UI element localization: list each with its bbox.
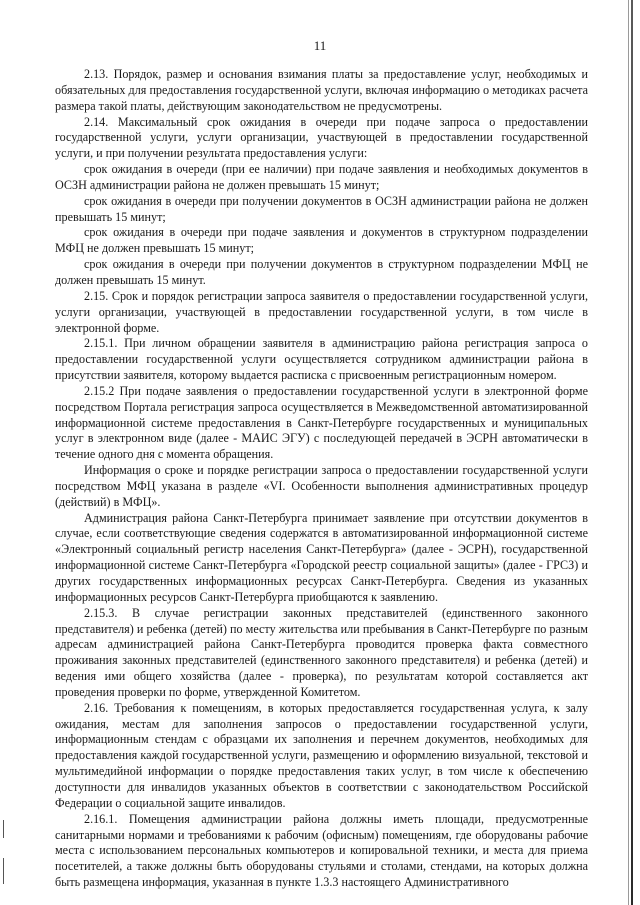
scan-mark bbox=[3, 820, 4, 838]
paragraph-mfc-registration-info: Информация о сроке и порядке регистрации запроса о предоставлении государственной услуги посредством МФЦ указана в разделе «VI. Особенности выполнения административных процедур (действий) в МФЦ». bbox=[55, 463, 588, 509]
scan-mark bbox=[3, 858, 4, 884]
paragraph-2-16-1: 2.16.1. Помещения администрации района должны иметь площади, предусмотренные санитарными нормами и требованиями к рабочим (офисным) помещениям, где оборудованы рабочие места с использованием персональных компьютеров и копировальной техники, и места для приема посетителей, а также должны быть оборудованы стульями и столами, стендами, на которых должна быть размещена информация, указанная в пункте 1.3.3 настоящего Административного bbox=[55, 811, 588, 890]
paragraph-wait-submit-mfc: срок ожидания в очереди при подаче заявления и документов в структурном подразделении МФЦ не должен превышать 15 минут; bbox=[55, 225, 588, 256]
paragraph-2-15-2: 2.15.2 При подаче заявления о предоставлении государственной услуги в электронной форме посредством Портала регистрация запроса осуществляется в Межведомственной автоматизированной информационной системе предоставления в Санкт-Петербурге государственных и муниципальных услуг в электронном виде (далее - МАИС ЭГУ) с последующей передачей в ЭСРН автоматически в течение одного дня с момента обращения. bbox=[55, 383, 588, 462]
paragraph-2-15-1: 2.15.1. При личном обращении заявителя в администрацию района регистрация запроса о предоставлении государственной услуги осуществляется сотрудником администрации района в присутствии заявителя, которому выдается расписка с присвоенным регистрационным номером. bbox=[55, 336, 588, 383]
paragraph-administration-accepts: Администрация района Санкт-Петербурга принимает заявление при отсутствии документов в случае, если соответствующие сведения содержатся в автоматизированной информационной системе «Электронный социальный регистр населения Санкт-Петербурга» (далее - ЭСРН), государственной информационной системе Санкт-Петербурга «Городской реестр социальной защиты» (далее - ГРСЗ) и других государственных информационных ресурсах Санкт-Петербурга. Сведения из указанных информационных ресурсов Санкт-Петербурга приобщаются к заявлению. bbox=[55, 510, 588, 604]
scan-edge bbox=[631, 0, 633, 905]
scan-edge-shadow bbox=[628, 0, 629, 905]
document-body bbox=[55, 67, 588, 891]
paragraph-2-16: 2.16. Требования к помещениям, в которых предоставляется государственная услуга, к залу ожидания, местам для заполнения запросов о предоставлении государственной услуги, информационным стендам с образцами их заполнения и перечнем документов, необходимых для предоставления каждой государственной услуги, размещению и оформлению визуальной, текстовой и мультимедийной информации о порядке предоставления таких услуг, в том числе к обеспечению доступности для инвалидов указанных объектов в соответствии с законодательством Российской Федерации о социальной защите инвалидов. bbox=[55, 700, 588, 810]
page-number: 11 bbox=[313, 38, 327, 53]
paragraph-2-15: 2.15. Срок и порядок регистрации запроса заявителя о предоставлении государственной услуги, услуги организации, участвующей в предоставлении государственной услуги, в том числе в электронной форме. bbox=[55, 288, 588, 335]
paragraph-wait-receive-mfc: срок ожидания в очереди при получении документов в структурном подразделении МФЦ не должен превышать 15 минут. bbox=[55, 257, 588, 287]
paragraph-2-14: 2.14. Максимальный срок ожидания в очереди при подаче запроса о предоставлении государственной услуги, услуги организации, участвующей в предоставлении государственной услуги, и при получении результата предоставления услуги: bbox=[55, 114, 588, 161]
paragraph-wait-submit-oszn: срок ожидания в очереди (при ее наличии) при подаче заявления и необходимых документов в ОСЗН администрации района не должен превышать 15 минут; bbox=[55, 162, 588, 192]
paragraph-2-13: 2.13. Порядок, размер и основания взимания платы за предоставление услуг, необходимых и обязательных для предоставления государственной услуги, включая информацию о методиках расчета размера такой платы, действующим законодательством не предусмотрены. bbox=[55, 67, 588, 113]
paragraph-2-15-3: 2.15.3. В случае регистрации законных представителей (единственного законного представителя) и ребенка (детей) по месту жительства или пребывания в Санкт-Петербурге по разным адресам администрацией района Санкт-Петербурга проводится проверка факта совместного проживания законных представителей (единственного законного представителя) и ребенка (детей) и ведения ими общего хозяйства (далее - проверка), по результатам которой составляется акт проведения проверки по форме, утвержденной Комитетом. bbox=[55, 605, 588, 699]
paragraph-wait-receive-oszn: срок ожидания в очереди при получении документов в ОСЗН администрации района не должен превышать 15 минут; bbox=[55, 193, 588, 224]
